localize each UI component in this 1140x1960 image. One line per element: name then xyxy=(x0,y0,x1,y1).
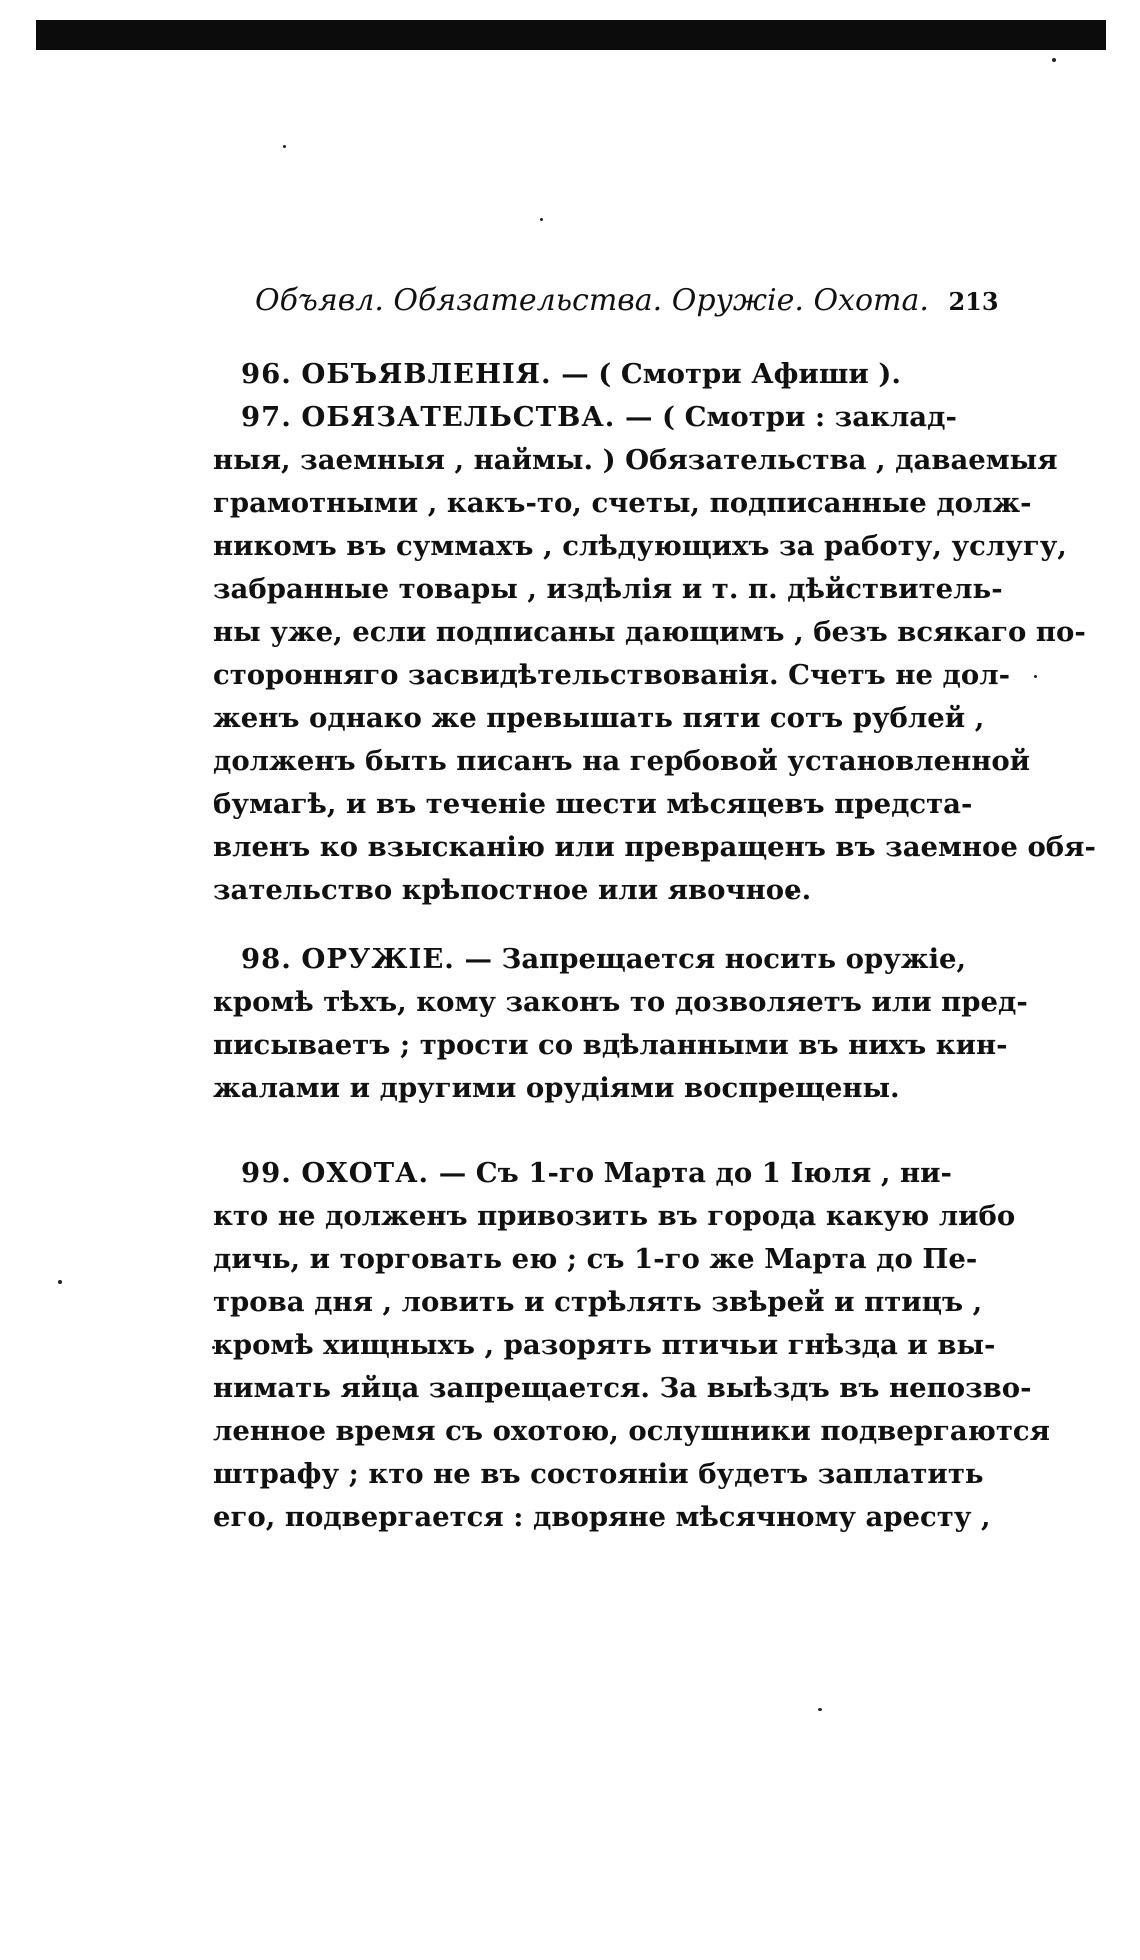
section-line: никомъ въ суммахъ , слѣдующихъ за работу, услугу, xyxy=(213,530,1067,562)
running-head xyxy=(255,283,999,318)
section-text: — ( Смотри Афиши ). xyxy=(561,358,901,390)
section-line: писываетъ ; трости со вдѣланными въ нихъ кин- xyxy=(213,1029,1008,1061)
section-heading: ОРУЖІЕ. xyxy=(301,943,455,975)
section-line: кто не долженъ привозить въ города какую либо xyxy=(213,1200,1016,1232)
section-line: бумагѣ, и въ теченіе шести мѣсяцевъ предста- xyxy=(213,788,973,820)
section-line: забранные товары , издѣлія и т. п. дѣйствитель- xyxy=(213,573,1003,605)
section-line: дичь, и торговать ею ; съ 1-го же Марта до Пе- xyxy=(213,1243,978,1275)
section-line: сторонняго засвидѣтельствованія. Счетъ не дол- xyxy=(213,659,1011,691)
section-line: ныя, заемныя , наймы. ) Обязательства , даваемыя xyxy=(213,444,1058,476)
page-number: 213 xyxy=(948,287,999,316)
section-heading: ОБЪЯВЛЕНІЯ. xyxy=(301,358,552,390)
section-96 xyxy=(213,353,940,396)
section-line: штрафу ; кто не въ состояніи будетъ заплатить xyxy=(213,1458,984,1490)
scan-speck xyxy=(818,1708,822,1711)
section-heading: ОХОТА. xyxy=(301,1157,430,1189)
scan-speck xyxy=(283,145,286,148)
section-number: 98. xyxy=(241,943,292,975)
scan-speck xyxy=(1052,58,1056,62)
section-text: — ( Смотри : заклад- xyxy=(624,401,957,433)
section-line: грамотными , какъ-то, счеты, подписанные долж- xyxy=(213,487,1032,519)
section-line: нимать яйца запрещается. За выѣздъ въ непозво- xyxy=(213,1372,1032,1404)
scan-speck xyxy=(58,1280,62,1284)
section-99 xyxy=(213,1152,1050,1539)
section-line: женъ однако же превышать пяти сотъ рублей , xyxy=(213,702,985,734)
section-line: долженъ быть писанъ на гербовой установленной xyxy=(213,745,1031,777)
section-97 xyxy=(213,396,1096,912)
section-line: его, подвергается : дворяне мѣсячному аресту , xyxy=(213,1501,991,1533)
section-text: — Съ 1-го Марта до 1 Іюля , ни- xyxy=(438,1157,952,1189)
scan-speck xyxy=(1034,675,1037,678)
running-title: Объявл. Обязательства. Оружіе. Охота. xyxy=(255,283,929,318)
section-text: — Запрещается носить оружіе, xyxy=(464,943,967,975)
scan-top-border xyxy=(36,20,1106,50)
section-heading: ОБЯЗАТЕЛЬСТВА. xyxy=(301,401,616,433)
scan-speck xyxy=(540,218,543,221)
section-98 xyxy=(213,938,1028,1110)
section-line xyxy=(213,1152,952,1195)
section-line: трова дня , ловить и стрѣлять звѣрей и птицъ , xyxy=(213,1286,983,1318)
section-line: ленное время съ охотою, ослушники подвергаются xyxy=(213,1415,1050,1447)
section-line xyxy=(213,938,967,981)
section-number: 97. xyxy=(241,401,292,433)
section-number: 96. xyxy=(241,358,292,390)
section-line: ны уже, если подписаны дающимъ , безъ всякаго по- xyxy=(213,616,1086,648)
section-line: зательство крѣпостное или явочное. xyxy=(213,874,812,906)
section-line: жалами и другими орудіями воспрещены. xyxy=(213,1072,900,1104)
section-number: 99. xyxy=(241,1157,292,1189)
section-line xyxy=(213,353,940,396)
section-line: кромѣ хищныхъ , разорять птичьи гнѣзда и вы- xyxy=(213,1329,996,1361)
section-line xyxy=(213,396,957,439)
section-line: кромѣ тѣхъ, кому законъ то дозволяетъ или пред- xyxy=(213,986,1028,1018)
section-line: вленъ ко взысканію или превращенъ въ заемное обя- xyxy=(213,831,1096,863)
